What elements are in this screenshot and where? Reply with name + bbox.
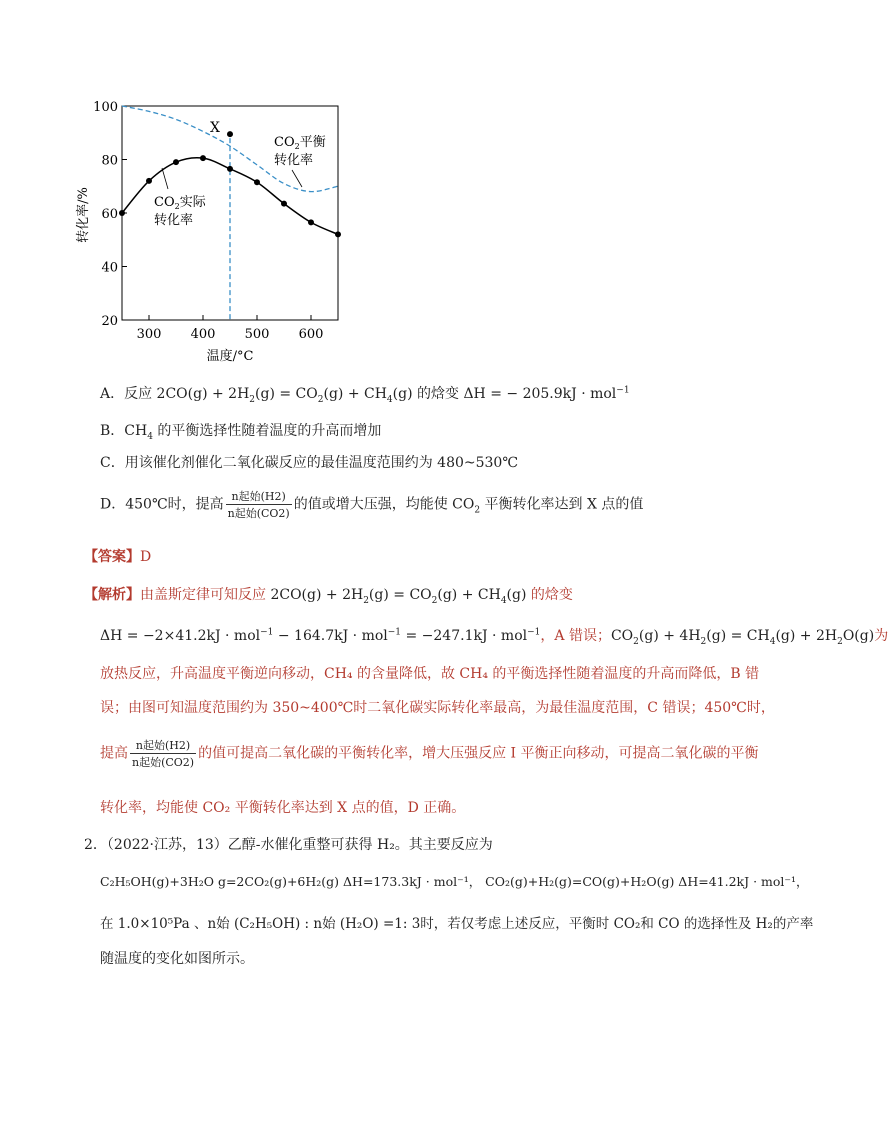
- x-tick-label: 400: [190, 327, 216, 342]
- analysis-line-6: 转化率，均能使 CO₂ 平衡转化率达到 X 点的值，D 正确。: [100, 800, 466, 816]
- point-x: [227, 131, 233, 137]
- answer-line: 【答案】D: [84, 549, 152, 565]
- data-point: [227, 166, 233, 172]
- x-axis-label: 温度/°C: [206, 349, 254, 364]
- y-tick-label: 20: [101, 314, 118, 329]
- data-point: [173, 159, 179, 165]
- x-tick-label: 300: [136, 327, 162, 342]
- y-axis-label: 转化率/%: [76, 187, 91, 243]
- data-point: [254, 179, 260, 185]
- option-b: B．$CH_4$ 的平衡选择性随着温度的升高而增加: [100, 423, 382, 442]
- q2-line-3: 在 1.0×10⁵Pa 、n始 (C₂H₅OH) : n始 (H₂O) =1: 3时，若仅考虑上述反应，平衡时 CO₂和 CO 的选择性及 H₂的产率: [100, 916, 814, 932]
- act-annotation-line1: $CO_2$实际: [154, 195, 206, 211]
- option-c: C．用该催化剂催化二氧化碳反应的最佳温度范围约为 480~530℃: [100, 455, 518, 471]
- act-annotation-line2: 转化率: [154, 213, 194, 228]
- act-annotation-leader: [162, 168, 168, 189]
- option-d: D．450℃时，提高 $\frac{\text{n起始(H2)}}{\text{n起始(CO2)}}$ 的值或增大压强，均能使 $CO_2$ 平衡转化率达到 X 点的值: [100, 490, 644, 520]
- analysis-line-2: ΔH = −2×41.2kJ · mol$^{-1}$ − 164.7kJ · mol$^{-1}$ = −247.1kJ · mol$^{-1}$，A 错误；$CO_2(g) + 4H_2(g) = CH_4(g) + 2H_2O(g)$为: [100, 627, 888, 647]
- option-a: A．反应 $2CO(g) + 2H_2(g) = CO_2(g) + CH_4(g)$ 的焓变 ΔH = − 205.9kJ · mol$^{-1}$: [100, 385, 630, 405]
- q2-line-1: 2．（2022·江苏，13）乙醇-水催化重整可获得 H₂。其主要反应为: [84, 837, 493, 853]
- eq-annotation-leader: [292, 170, 302, 187]
- data-point: [119, 210, 125, 216]
- point-x-label: X: [210, 120, 220, 137]
- fraction-d: $\frac{\text{n起始(H2)}}{\text{n起始(CO2)}}$: [227, 490, 290, 520]
- analysis-line-1: 【解析】由盖斯定律可知反应 $2CO(g) + 2H_2(g) = CO_2(g) + CH_4(g)$ 的焓变: [84, 587, 573, 606]
- y-tick-label: 60: [101, 207, 118, 222]
- analysis-line-5: 提高 $\frac{\text{n起始(H2)}}{\text{n起始(CO2)}}$ 的值可提高二氧化碳的平衡转化率，增大压强反应 I 平衡正向移动，可提高二氧化碳的平衡: [100, 739, 759, 769]
- y-tick-label: 40: [101, 260, 118, 276]
- data-point: [200, 155, 206, 161]
- eq-annotation-line2: 转化率: [274, 153, 314, 168]
- x-tick-label: 600: [298, 327, 324, 342]
- conversion-chart: [60, 90, 360, 375]
- data-point: [146, 178, 152, 184]
- data-point: [281, 201, 287, 207]
- fraction-analysis: $\frac{\text{n起始(H2)}}{\text{n起始(CO2)}}$: [132, 739, 195, 769]
- q2-line-4: 随温度的变化如图所示。: [100, 951, 254, 967]
- x-tick-label: 500: [244, 327, 270, 342]
- q2-line-2: C₂H₅OH(g)+3H₂O g=2CO₂(g)+6H₂(g) ΔH=173.3kJ · mol⁻¹， CO₂(g)+H₂(g)=CO(g)+H₂O(g) ΔH=41.2kJ · mol⁻¹，: [100, 874, 809, 889]
- analysis-line-4: 误；由图可知温度范围约为 350~400℃时二氧化碳实际转化率最高，为最佳温度范围，C 错误；450℃时，: [100, 700, 775, 716]
- analysis-line-3: 放热反应，升高温度平衡逆向移动，CH₄ 的含量降低，故 CH₄ 的平衡选择性随着温度的升高而降低，B 错: [100, 666, 760, 682]
- data-point: [308, 219, 314, 225]
- y-tick-label: 100: [93, 100, 118, 115]
- y-tick-label: 80: [101, 153, 118, 169]
- data-point: [335, 231, 341, 237]
- eq-annotation-line1: $CO_2$平衡: [274, 135, 326, 151]
